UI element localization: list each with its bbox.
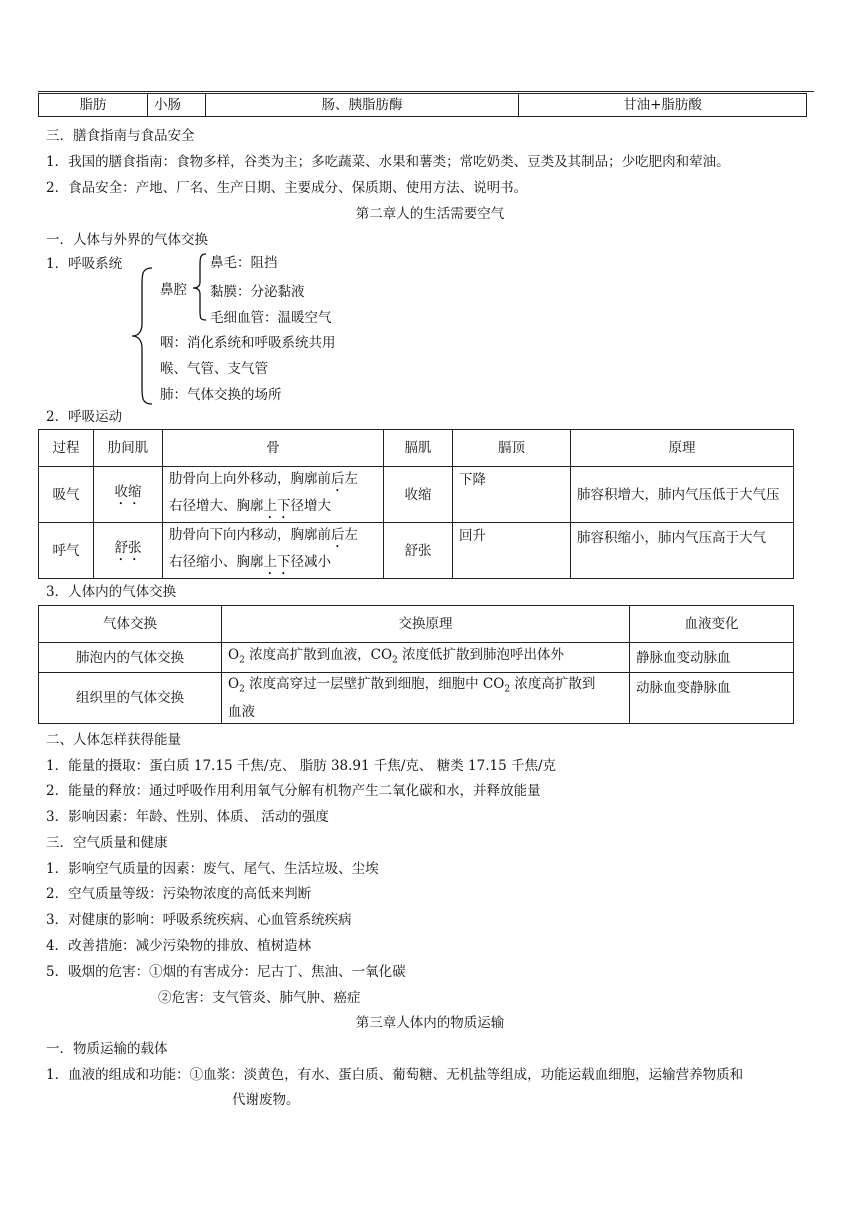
cell-fat: 脂肪	[39, 94, 148, 117]
exhale-process: 呼气	[39, 523, 94, 579]
exhale-principle: 肺容积缩小，肺内气压高于大气	[571, 523, 794, 579]
header-process: 过程	[39, 430, 94, 467]
exhale-bone-dot2: 上下	[263, 553, 291, 570]
inhale-diaphragm: 收缩	[384, 467, 453, 523]
o2-text-2: O	[228, 676, 240, 693]
inhale-bone-dot1: 后	[331, 470, 345, 487]
alveoli-blood-change: 静脉血变动脉血	[630, 643, 794, 673]
transport-line-2: 代谢废物。	[232, 1092, 300, 1108]
inhale-intercostal: 收缩	[94, 467, 163, 523]
inhale-bone-a: 肋骨向上向外移动，胸廓前	[169, 470, 331, 487]
respiration-movement-table	[38, 429, 794, 579]
exhale-bone-a: 肋骨向下向内移动，胸廓前	[169, 526, 331, 543]
tissue-principle-part1: 浓度高穿过一层壁扩散到细胞，细胞中 CO	[249, 676, 505, 693]
energy-line-3: 3．影响因素：年龄、性别、体质、 活动的强度	[46, 809, 329, 825]
co2-sub: 2	[392, 655, 398, 666]
exhale-bone-dot1: 后	[331, 526, 345, 543]
inhale-bone-d: 径增大	[290, 497, 331, 514]
exhale-bone-b: 左	[344, 526, 358, 543]
air-line-2: 2．空气质量等级：污染物浓度的高低来判断	[46, 886, 312, 902]
alveoli-principle-part1: 浓度高扩散到血液，CO	[249, 646, 393, 663]
inhale-process: 吸气	[39, 467, 94, 523]
energy-line-1: 1．能量的摄取：蛋白质 17.15 千焦/克、 脂肪 38.91 千焦/克、 糖类 17.15 千焦/克	[46, 758, 557, 774]
internal-exchange-table	[38, 605, 794, 724]
nose-label: 鼻腔	[160, 282, 187, 298]
alveoli-exchange-principle	[222, 643, 630, 673]
air-line-4: 4．改善措施：减少污染物的排放、植树造林	[46, 938, 312, 954]
tissue-principle-part3: 血液	[228, 703, 255, 720]
air-line-3: 3．对健康的影响：呼吸系统疾病、心血管系统疾病	[46, 912, 352, 928]
resp-pharynx: 咽：消化系统和呼吸系统共用	[160, 335, 336, 351]
o2-text: O	[228, 646, 240, 663]
exhale-bone-c: 右径缩小、胸廓	[169, 553, 264, 570]
transport-heading: 一．物质运输的载体	[46, 1041, 168, 1057]
exhale-diaphragm: 舒张	[384, 523, 453, 579]
cell-enzyme: 肠、胰脂肪酶	[206, 94, 519, 117]
inhale-bone-dot2: 上下	[263, 497, 291, 514]
o2-sub: 2	[239, 655, 245, 666]
resp-movement-label: 2．呼吸运动	[46, 409, 123, 425]
small-brace-icon	[190, 252, 210, 322]
inhale-principle: 肺容积增大，肺内气压低于大气压	[571, 467, 794, 523]
tissue-exchange-principle	[222, 673, 630, 724]
diet-heading: 三．膳食指南与食品安全	[46, 128, 195, 144]
energy-heading: 二、人体怎样获得能量	[46, 732, 181, 748]
exhale-bone	[163, 523, 384, 579]
header-blood-change: 血液变化	[630, 606, 794, 643]
cell-small-intestine: 小肠	[148, 94, 206, 117]
air-heading: 三．空气质量和健康	[46, 835, 168, 851]
resp-lung: 肺：气体交换的场所	[160, 387, 282, 403]
exhale-intercostal: 舒张	[94, 523, 163, 579]
alveoli-principle-part2: 浓度低扩散到肺泡呼出体外	[402, 646, 565, 663]
exhale-bone-d: 径减小	[290, 553, 331, 570]
exchange-heading: 一．人体与外界的气体交换	[46, 232, 208, 248]
nose-item-hair: 鼻毛：阻挡	[210, 255, 278, 271]
cell-product: 甘油+脂肪酸	[519, 94, 807, 117]
header-exchange: 气体交换	[39, 606, 222, 643]
chapter-2-title: 第二章人的生活需要空气	[355, 206, 505, 222]
header-diaphragm-top: 膈顶	[453, 430, 571, 467]
energy-line-2: 2．能量的释放：通过呼吸作用利用氧气分解有机物产生二氧化碳和水，并释放能量	[46, 783, 541, 799]
big-brace-icon	[130, 266, 160, 406]
header-diaphragm: 膈肌	[384, 430, 453, 467]
tissue-principle-part2: 浓度高扩散到	[514, 676, 596, 693]
header-exchange-principle: 交换原理	[222, 606, 630, 643]
tissue-exchange-name: 组织里的气体交换	[39, 673, 222, 724]
nose-item-capillary: 毛细血管：温暖空气	[210, 310, 332, 326]
exhale-top: 回升	[453, 523, 571, 579]
air-line-1: 1．影响空气质量的因素：废气、尾气、生活垃圾、尘埃	[46, 861, 379, 877]
diet-line-1: 1．我国的膳食指南：食物多样，谷类为主；多吃蔬菜、水果和薯类；常吃奶类、豆类及其制品；少吃肥肉和荤油。	[46, 154, 730, 170]
alveoli-exchange-name: 肺泡内的气体交换	[39, 643, 222, 673]
air-line-6: ②危害：支气管炎、肺气肿、癌症	[158, 990, 361, 1006]
internal-exchange-label: 3．人体内的气体交换	[46, 584, 177, 600]
tissue-blood-change: 动脉血变静脉血	[630, 673, 794, 724]
o2-sub-2: 2	[239, 684, 245, 695]
nose-item-mucosa: 黏膜：分泌黏液	[210, 284, 305, 300]
header-bone: 骨	[163, 430, 384, 467]
top-rule	[38, 91, 814, 92]
air-line-5: 5．吸烟的危害：①烟的有害成分：尼古丁、焦油、一氧化碳	[46, 964, 406, 980]
header-principle: 原理	[571, 430, 794, 467]
diet-line-2: 2．食品安全：产地、厂名、生产日期、主要成分、保质期、使用方法、说明书。	[46, 180, 528, 196]
inhale-bone	[163, 467, 384, 523]
chapter-3-title: 第三章人体内的物质运输	[355, 1015, 505, 1031]
inhale-bone-b: 左	[344, 470, 358, 487]
resp-system-label: 1．呼吸系统	[46, 256, 123, 272]
digestion-table-fragment	[38, 93, 807, 117]
transport-line-1: 1．血液的组成和功能：①血浆：淡黄色，有水、蛋白质、葡萄糖、无机盐等组成，功能运载血细胞，运输营养物质和	[46, 1067, 744, 1083]
resp-larynx: 喉、气管、支气管	[160, 361, 268, 377]
header-intercostal: 肋间肌	[94, 430, 163, 467]
inhale-top: 下降	[453, 467, 571, 523]
co2-sub-2: 2	[504, 684, 511, 695]
inhale-bone-c: 右径增大、胸廓	[169, 497, 264, 514]
